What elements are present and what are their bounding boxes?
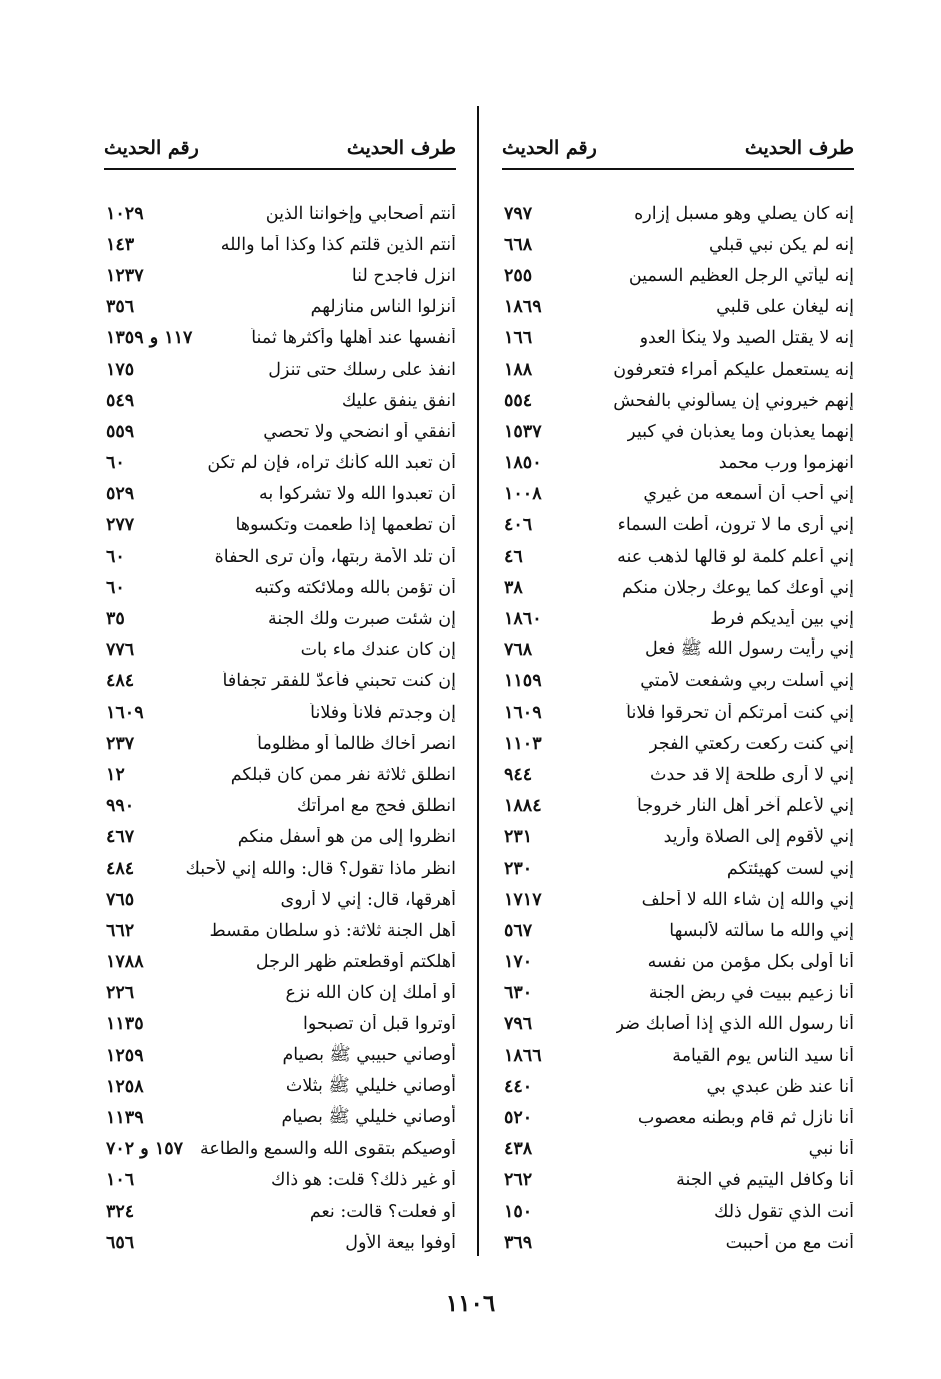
- hadith-incipit: انفق ينفق عليك: [341, 390, 456, 411]
- index-rows: [104, 198, 456, 1258]
- hadith-number: ٦٠: [106, 577, 125, 598]
- index-entry: [502, 822, 854, 853]
- hadith-incipit: إني والله إن شاء الله لا أحلف: [641, 889, 854, 910]
- hadith-number: ١٢٥٩: [106, 1045, 144, 1066]
- hadith-incipit: إنه كان يصلي وهو مسبل إزاره: [634, 203, 854, 224]
- hadith-incipit: إني أوعك كما يوعك رجلان منكم: [621, 577, 854, 598]
- index-entry: [502, 541, 854, 572]
- header-hadith-number: رقم الحديث: [502, 137, 597, 159]
- index-entry: [502, 759, 854, 790]
- hadith-incipit: انزل فاجدح لنا: [351, 265, 456, 286]
- hadith-incipit: إني لست كهيئتكم: [726, 858, 854, 879]
- hadith-number: ٢٥٥: [504, 265, 533, 286]
- index-entry: [104, 666, 456, 697]
- hadith-number: ٢٦٢: [504, 1170, 533, 1191]
- index-entry: [104, 479, 456, 510]
- hadith-incipit: إني رأيت رسول الله ﷺ فعل: [645, 639, 854, 660]
- hadith-incipit: أن تعبدوا الله ولا تشركوا به: [258, 484, 456, 505]
- hadith-incipit: أهرقها، قال: إني لا أروى: [280, 889, 456, 910]
- header-hadith-number: رقم الحديث: [104, 137, 199, 159]
- index-entry: [502, 884, 854, 915]
- hadith-number: ١٠٦: [106, 1170, 135, 1191]
- hadith-incipit: أنا سيد الناس يوم القيامة: [672, 1045, 854, 1066]
- hadith-incipit: إن كنت تحبني فأعدّ للفقر تجفافاً: [222, 671, 456, 692]
- hadith-number: ١١٣٥: [106, 1014, 144, 1035]
- hadith-number: ٧٩٧: [504, 203, 533, 224]
- index-entry: [104, 915, 456, 946]
- index-entry: [104, 198, 456, 229]
- hadith-number: ٣٥: [106, 609, 125, 630]
- hadith-incipit: أنا عند ظن عبدي بي: [706, 1076, 854, 1097]
- hadith-incipit: أوتروا قبل أن تصبحوا: [303, 1014, 456, 1035]
- index-entry: [502, 292, 854, 323]
- hadith-incipit: إني والله ما سألته لألبسها: [669, 920, 854, 941]
- index-entry: [502, 323, 854, 354]
- hadith-number: ٢٣١: [504, 827, 533, 848]
- hadith-number: ٧٧٦: [106, 640, 135, 661]
- index-entry: [104, 853, 456, 884]
- index-rows: [502, 198, 854, 1258]
- hadith-number: ٩٩٠: [106, 796, 135, 817]
- hadith-number: ٩٤٤: [504, 764, 533, 785]
- index-entry: [502, 229, 854, 260]
- hadith-number: ٦٥٦: [106, 1232, 135, 1253]
- index-entry: [104, 292, 456, 323]
- hadith-number: ٤٣٨: [504, 1139, 533, 1160]
- index-entry: [502, 1196, 854, 1227]
- hadith-number: ٦٦٨: [504, 234, 533, 255]
- hadith-number: ١٧١٧: [504, 889, 542, 910]
- hadith-number: ٦٣٠: [504, 983, 533, 1004]
- index-column-right: [502, 128, 854, 1258]
- hadith-incipit: أنتم أصحابي وإخواننا الذين: [265, 203, 456, 224]
- index-entry: [104, 1102, 456, 1133]
- hadith-incipit: أو فعلت؟ قالت: نعم: [309, 1201, 456, 1222]
- hadith-number: ٤٠٦: [504, 515, 533, 536]
- index-entry: [502, 385, 854, 416]
- hadith-number: ١٨٦٦: [504, 1045, 542, 1066]
- hadith-incipit: إني بين أيديكم فرط: [710, 609, 854, 630]
- index-column-left: [104, 128, 456, 1258]
- hadith-number: ٢٧٧: [106, 515, 135, 536]
- hadith-incipit: إني أسلت ربي وشفعت لأمتي: [640, 671, 854, 692]
- column-header: [104, 128, 456, 170]
- index-entry: [104, 697, 456, 728]
- hadith-incipit: إني كنت أمرتكم أن تحرقوا فلاناً: [626, 702, 854, 723]
- index-entry: [104, 323, 456, 354]
- hadith-incipit: أنفسها عند أهلها وأكثرها ثمناً: [251, 328, 456, 349]
- hadith-incipit: أن تلد الأمة ربتها، وأن ترى الحفاة: [214, 546, 456, 567]
- hadith-number: ٥٥٩: [106, 421, 135, 442]
- hadith-incipit: إني كنت ركعت ركعتي الفجر: [649, 733, 854, 754]
- hadith-number: ١٨٦٠: [504, 609, 542, 630]
- hadith-incipit: إنه لم يكن نبي قبلي: [709, 234, 854, 255]
- index-entry: [104, 385, 456, 416]
- hadith-incipit: إني أحب أن أسمعه من غيري: [643, 484, 854, 505]
- hadith-incipit: أنا وكافل اليتيم في الجنة: [676, 1170, 854, 1191]
- hadith-incipit: أنا زعيم ببيت في ربض الجنة: [648, 983, 854, 1004]
- index-entry: [104, 635, 456, 666]
- hadith-incipit: إنهم خيروني إن يسألوني بالفحش: [613, 390, 854, 411]
- hadith-number: ١٢: [106, 764, 125, 785]
- index-entry: [104, 1227, 456, 1258]
- hadith-incipit: إن كان عندك ماء بات: [300, 640, 456, 661]
- hadith-incipit: انطلق فحج مع امرأتك: [296, 796, 456, 817]
- index-entry: [104, 791, 456, 822]
- hadith-number: ٥٤٩: [106, 390, 135, 411]
- hadith-incipit: أنت مع من أحببت: [725, 1232, 854, 1253]
- hadith-incipit: إنه لا يقتل الصيد ولا ينكأ العدو: [639, 328, 854, 349]
- hadith-number: ٢٢٦: [106, 983, 135, 1004]
- hadith-incipit: أو أملك إن كان الله نزع: [285, 983, 456, 1004]
- hadith-incipit: أنفقي أو انضحي ولا تحصي: [263, 421, 456, 442]
- hadith-number: ٦٠: [106, 453, 125, 474]
- hadith-incipit: أو غير ذلك؟ قلت: هو ذاك: [271, 1170, 456, 1191]
- index-entry: [104, 1009, 456, 1040]
- hadith-number: ١٤٣: [106, 234, 135, 255]
- hadith-number: ١٦٦: [504, 328, 533, 349]
- index-entry: [104, 1196, 456, 1227]
- hadith-incipit: إن وجدتم فلاناً وفلاناً: [310, 702, 456, 723]
- index-entry: [502, 479, 854, 510]
- hadith-number: ١٥٧ و ٧٠٢: [106, 1139, 184, 1160]
- hadith-incipit: أوصاني خليلي ﷺ بثلاث: [285, 1075, 456, 1096]
- index-entry: [104, 822, 456, 853]
- index-entry: [502, 260, 854, 291]
- index-entry: [104, 572, 456, 603]
- hadith-incipit: أوصاني حبيبي ﷺ بصيام: [282, 1044, 456, 1065]
- hadith-incipit: انظروا إلى من هو أسفل منكم: [237, 827, 456, 848]
- index-entry: [104, 947, 456, 978]
- hadith-incipit: إنهما يعذبان وما يعذبان في كبير: [627, 421, 854, 442]
- hadith-number: ٧٩٦: [504, 1014, 533, 1035]
- hadith-incipit: انهزموا ورب محمد: [718, 453, 854, 474]
- hadith-number: ١٢٥٨: [106, 1076, 144, 1097]
- hadith-number: ١٨٦٩: [504, 297, 542, 318]
- index-entry: [502, 1071, 854, 1102]
- header-hadith-text: طرف الحديث: [744, 137, 854, 159]
- hadith-number: ٤٨٤: [106, 671, 135, 692]
- hadith-incipit: أن تعبد الله كأنك تراه، فإن لم تكن: [207, 453, 456, 474]
- hadith-number: ٥٢٩: [106, 484, 135, 505]
- column-header: [502, 128, 854, 170]
- hadith-incipit: إني لا أرى طلحة إلا قد حدث: [650, 764, 854, 785]
- index-entry: [104, 603, 456, 634]
- index-entry: [502, 915, 854, 946]
- hadith-incipit: أهلكتم أوقطعتم ظهر الرجل: [255, 952, 456, 973]
- hadith-number: ١٠٠٨: [504, 484, 542, 505]
- hadith-number: ١١٠٣: [504, 733, 542, 754]
- hadith-incipit: أوفوا بيعة الأول: [345, 1232, 456, 1253]
- hadith-number: ٣٦٩: [504, 1232, 533, 1253]
- index-entry: [502, 947, 854, 978]
- hadith-number: ٤٦٧: [106, 827, 135, 848]
- index-entry: [104, 759, 456, 790]
- hadith-incipit: أنت الذي تقول ذلك: [713, 1201, 854, 1222]
- index-entry: [104, 260, 456, 291]
- hadith-number: ١٧٠: [504, 952, 533, 973]
- index-entry: [104, 884, 456, 915]
- index-entry: [502, 448, 854, 479]
- hadith-incipit: إني لأعلم آخر أهل النار خروجاً: [636, 796, 854, 817]
- hadith-incipit: أنا أولى بكل مؤمن من نفسه: [647, 952, 854, 973]
- hadith-number: ١٨٨: [504, 359, 533, 380]
- hadith-number: ١٨٨٤: [504, 796, 542, 817]
- index-entry: [502, 510, 854, 541]
- hadith-number: ١١٧ و ١٣٥٩: [106, 328, 193, 349]
- index-entry: [104, 354, 456, 385]
- hadith-incipit: إني أعلم كلمة لو قالها لذهب عنه: [617, 546, 854, 567]
- index-entry: [502, 697, 854, 728]
- hadith-number: ١١٥٩: [504, 671, 542, 692]
- index-entry: [104, 1040, 456, 1071]
- hadith-number: ٣٢٤: [106, 1201, 135, 1222]
- hadith-number: ٥٢٠: [504, 1108, 533, 1129]
- hadith-incipit: أن تؤمن بالله وملائكته وكتبه: [254, 577, 456, 598]
- hadith-number: ٦٦٢: [106, 920, 135, 941]
- index-entry: [502, 728, 854, 759]
- index-entry: [104, 229, 456, 260]
- hadith-number: ٥٥٤: [504, 390, 533, 411]
- hadith-incipit: إني لأقوم إلى الصلاة وأريد: [663, 827, 854, 848]
- hadith-incipit: إني أرى ما لا ترون، أطت السماء: [617, 515, 854, 536]
- index-entry: [502, 1165, 854, 1196]
- hadith-incipit: إنه ليغان على قلبي: [716, 297, 854, 318]
- hadith-number: ٣٥٦: [106, 297, 135, 318]
- hadith-number: ٣٨: [504, 577, 523, 598]
- index-entry: [502, 1102, 854, 1133]
- index-entry: [502, 1009, 854, 1040]
- hadith-number: ١٧٨٨: [106, 952, 144, 973]
- index-entry: [502, 978, 854, 1009]
- hadith-number: ١٢٣٧: [106, 265, 144, 286]
- hadith-number: ٧٦٥: [106, 889, 135, 910]
- hadith-number: ١٥٣٧: [504, 421, 542, 442]
- hadith-number: ١٧٥: [106, 359, 135, 380]
- index-entry: [104, 728, 456, 759]
- hadith-number: ٤٦: [504, 546, 523, 567]
- index-entry: [502, 354, 854, 385]
- hadith-incipit: أنا رسول الله الذي إذا أصابك ضر: [615, 1014, 854, 1035]
- index-entry: [502, 666, 854, 697]
- hadith-incipit: أهل الجنة ثلاثة: ذو سلطان مقسط: [209, 920, 456, 941]
- hadith-number: ١٨٥٠: [504, 453, 542, 474]
- index-entry: [502, 1227, 854, 1258]
- index-entry: [104, 541, 456, 572]
- hadith-incipit: أنتم الذين قلتم كذا وكذا أما والله: [220, 234, 456, 255]
- hadith-number: ٧٦٨: [504, 640, 533, 661]
- index-entry: [502, 416, 854, 447]
- index-entry: [104, 1134, 456, 1165]
- page-number: ١١٠٦: [445, 1290, 496, 1317]
- header-hadith-text: طرف الحديث: [346, 137, 456, 159]
- hadith-incipit: إنه ليأتي الرجل العظيم السمين: [628, 265, 854, 286]
- hadith-number: ٦٠: [106, 546, 125, 567]
- hadith-number: ١٠٢٩: [106, 203, 144, 224]
- hadith-incipit: أنزلوا الناس منازلهم: [310, 297, 456, 318]
- index-entry: [104, 448, 456, 479]
- hadith-number: ٥٦٧: [504, 920, 533, 941]
- index-entry: [104, 978, 456, 1009]
- index-entry: [502, 603, 854, 634]
- hadith-number: ٤٤٠: [504, 1076, 533, 1097]
- hadith-incipit: انظر ماذا تقول؟ قال: والله إني لأحبك: [185, 858, 456, 879]
- index-entry: [502, 791, 854, 822]
- index-entry: [104, 416, 456, 447]
- hadith-number: ٢٣٧: [106, 733, 135, 754]
- index-entry: [502, 1040, 854, 1071]
- index-entry: [502, 572, 854, 603]
- hadith-incipit: أنا نازل ثم قام وبطنه معصوب: [637, 1108, 854, 1129]
- index-entry: [502, 635, 854, 666]
- index-entry: [104, 510, 456, 541]
- hadith-number: ٢٣٠: [504, 858, 533, 879]
- index-entry: [502, 853, 854, 884]
- hadith-incipit: انفذ على رسلك حتى تنزل: [268, 359, 456, 380]
- hadith-number: ١١٣٩: [106, 1108, 144, 1129]
- hadith-number: ١٦٠٩: [106, 702, 144, 723]
- hadith-incipit: أنا نبي: [808, 1139, 854, 1160]
- hadith-number: ١٦٠٩: [504, 702, 542, 723]
- hadith-incipit: إن شئت صبرت ولك الجنة: [267, 609, 456, 630]
- index-entry: [502, 198, 854, 229]
- index-entry: [104, 1165, 456, 1196]
- hadith-number: ١٥٠: [504, 1201, 533, 1222]
- hadith-incipit: أوصيكم بتقوى الله والسمع والطاعة: [200, 1139, 456, 1160]
- index-entry: [104, 1071, 456, 1102]
- index-entry: [502, 1134, 854, 1165]
- hadith-incipit: انصر أخاك ظالماً أو مظلوماً: [257, 733, 456, 754]
- hadith-incipit: انطلق ثلاثة نفر ممن كان قبلكم: [230, 764, 456, 785]
- hadith-incipit: أن تطعمها إذا طعمت وتكسوها: [235, 515, 456, 536]
- hadith-number: ٤٨٤: [106, 858, 135, 879]
- column-divider: [477, 106, 479, 1256]
- hadith-incipit: إنه يستعمل عليكم أمراء فتعرفون: [613, 359, 854, 380]
- hadith-incipit: أوصاني خليلي ﷺ بصيام: [281, 1107, 456, 1128]
